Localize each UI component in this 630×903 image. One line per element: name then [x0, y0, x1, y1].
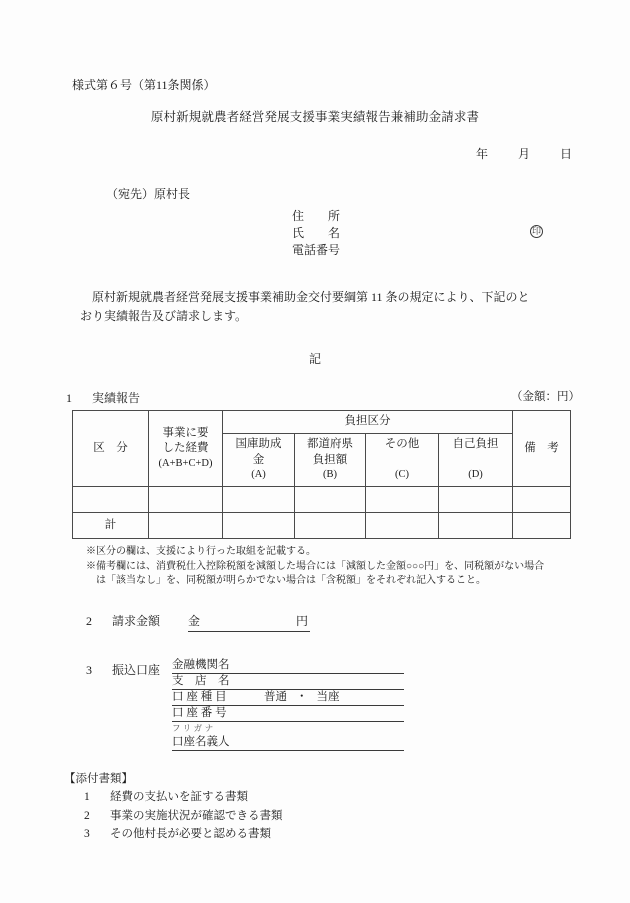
bank-account-holder-label: 口座名義人	[172, 736, 230, 748]
cell-jikofutan-total[interactable]	[439, 513, 513, 539]
bank-field-furigana[interactable]	[172, 722, 404, 735]
header-futan-kubun: 負担区分	[223, 411, 513, 434]
body-paragraph	[80, 288, 550, 325]
bank-branch-label: 支 店 名	[172, 675, 230, 687]
attachments-block	[64, 770, 283, 844]
form-number: 様式第６号（第11条関係）	[72, 78, 216, 92]
cell-keihi-total[interactable]	[149, 513, 223, 539]
header-kokko-line3: (A)	[251, 469, 266, 481]
sender-phone-label: 電話番号	[292, 243, 341, 257]
header-todofuken	[295, 434, 366, 487]
bank-field-institution[interactable]	[172, 658, 404, 674]
header-jikofutan	[439, 434, 513, 487]
bank-institution-label: 金融機関名	[172, 659, 230, 671]
attachment-item-3	[64, 825, 283, 843]
attachment-text-2: 事業の実施状況が確認できる書類	[110, 809, 283, 822]
attachment-number-1: 1	[84, 791, 90, 804]
date-year-label: 年	[475, 147, 488, 161]
sender-phone-row	[292, 242, 340, 259]
header-jikofutan-line2	[439, 453, 512, 469]
amount-prefix: 金	[188, 614, 201, 628]
header-sonota-line3: (C)	[395, 469, 409, 481]
date-day-label: 日	[559, 147, 572, 161]
cell-biko[interactable]	[513, 487, 571, 513]
attachment-item-2	[64, 807, 283, 825]
attachment-item-1	[64, 788, 283, 806]
section2-number: 2	[86, 614, 92, 628]
section3-label: 振込口座	[112, 663, 161, 677]
section3-number: 3	[86, 663, 92, 677]
sender-address-label: 住 所	[292, 209, 341, 223]
unit-note: （金額：円）	[511, 391, 580, 403]
header-keihi-line3: (A+B+C+D)	[158, 457, 213, 469]
header-kokko	[223, 434, 295, 487]
attachment-number-2: 2	[84, 809, 90, 822]
table-row	[73, 487, 571, 513]
ki-mark: 記	[308, 352, 321, 366]
header-keihi-line1: 事業に要	[162, 426, 209, 439]
header-kokko-line1: 国庫助成	[235, 438, 282, 451]
amount-suffix: 円	[296, 614, 309, 628]
section2-label: 請求金額	[112, 614, 161, 628]
cell-biko-total[interactable]	[513, 513, 571, 539]
section1-number: 1	[66, 391, 72, 405]
table-row-total	[73, 513, 571, 539]
bank-furigana-label: フリガナ	[172, 723, 216, 733]
claim-amount-field[interactable]	[188, 612, 310, 632]
header-sonota	[366, 434, 439, 487]
header-jikofutan-line1: 自己負担	[452, 438, 499, 451]
attachments-title: 【添付書類】	[64, 773, 133, 785]
sender-address-row	[292, 208, 340, 225]
header-kubun: 区 分	[73, 411, 149, 487]
cell-todofuken[interactable]	[295, 487, 366, 513]
account-type-separator: ・	[296, 691, 308, 703]
body-paragraph-line-2: おり実績報告及び請求します。	[80, 308, 248, 323]
sender-name-label: 氏 名	[292, 226, 341, 240]
table-header-group-row	[73, 411, 571, 434]
performance-report-table	[72, 410, 571, 539]
sender-name-row	[292, 225, 541, 242]
cell-kubun-total: 計	[73, 513, 149, 539]
header-todofuken-line1: 都道府県	[307, 438, 353, 451]
bank-account-type-label: 口 座 種 目	[172, 691, 227, 703]
cell-sonota-total[interactable]	[366, 513, 439, 539]
bank-account-number-label: 口 座 番 号	[172, 707, 227, 719]
cell-kubun[interactable]	[73, 487, 149, 513]
document-title: 原村新規就農者経営発展支援事業実績報告兼補助金請求書	[150, 110, 480, 124]
account-type-option-futsuu[interactable]: 普通	[264, 691, 287, 703]
footnote-1: ※区分の欄は、支援により行った取組を記載する。	[86, 546, 316, 557]
cell-jikofutan[interactable]	[439, 487, 513, 513]
body-paragraph-line-1: 原村新規就農者経営発展支援事業補助金交付要綱第 11 条の規定により、下記のと	[92, 290, 530, 304]
bank-field-branch[interactable]	[172, 674, 404, 690]
cell-todofuken-total[interactable]	[295, 513, 366, 539]
header-keihi-line2: した経費	[162, 442, 209, 455]
cell-kokko-total[interactable]	[223, 513, 295, 539]
attachment-text-1: 経費の支払いを証する書類	[110, 791, 248, 804]
header-sonota-line2	[366, 453, 438, 469]
footnote-2-cont: は「該当なし」を、同税額が明らかでない場合は「含税額」をそれぞれ記入すること。	[96, 575, 486, 586]
section3-heading	[86, 661, 160, 679]
bank-field-account-number[interactable]	[172, 706, 404, 722]
attachment-number-3: 3	[84, 828, 90, 841]
section1-label: 実績報告	[92, 391, 141, 405]
bank-field-account-holder[interactable]	[172, 735, 404, 751]
cell-sonota[interactable]	[366, 487, 439, 513]
attachment-text-3: その他村長が必要と認める書類	[110, 828, 271, 841]
bank-field-account-type[interactable]	[172, 690, 404, 706]
header-biko: 備 考	[513, 411, 571, 487]
header-jikofutan-line3: (D)	[468, 469, 483, 481]
addressee: （宛先）原村長	[106, 187, 191, 201]
footnote-2: ※備考欄には、消費税仕入控除税額を減額した場合には「減額した金額○○○円」を、同税額がない場合	[86, 560, 545, 572]
header-sonota-line1: その他	[384, 438, 420, 451]
cell-keihi[interactable]	[149, 487, 223, 513]
cell-kokko[interactable]	[223, 487, 295, 513]
date-line	[0, 145, 572, 163]
section2-heading	[86, 612, 160, 630]
date-month-label: 月	[517, 147, 530, 161]
seal-icon: 印	[531, 226, 541, 236]
header-todofuken-line2: 負担額	[312, 453, 348, 466]
table-footnotes	[86, 545, 566, 589]
account-type-options	[264, 690, 340, 705]
header-keihi	[149, 411, 223, 487]
sender-block	[292, 208, 541, 259]
header-todofuken-line3: (B)	[323, 469, 337, 481]
header-kokko-line2: 金	[252, 453, 265, 466]
account-type-option-touza[interactable]: 当座	[316, 691, 340, 703]
bank-account-block	[172, 658, 404, 751]
